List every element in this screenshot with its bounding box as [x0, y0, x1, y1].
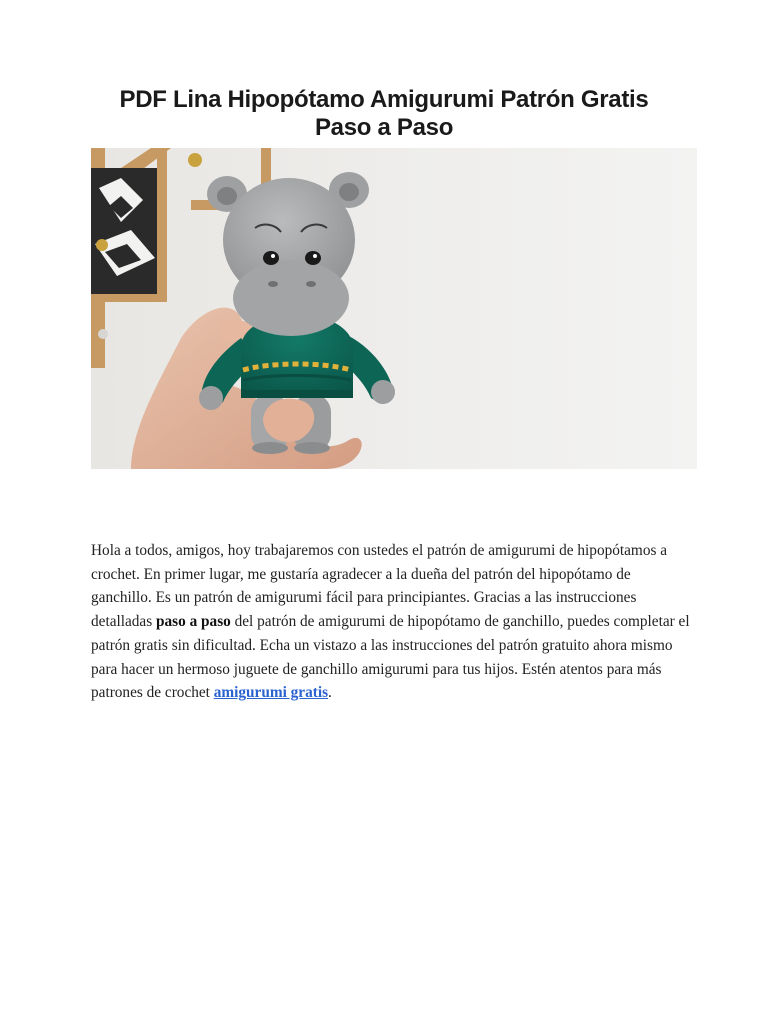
title-line-2: Paso a Paso [314, 114, 454, 141]
intro-paragraph [91, 539, 691, 705]
hippo-photo [91, 148, 697, 469]
intro-bold-phrase: paso a paso [155, 613, 231, 631]
intro-text-part-1: Hola a todos, amigos, hoy trabajaremos con ustedes el patrón de amigurumi de hipopótamos a crochet. En primer lugar, me gustaría agradecer a la dueña del patrón del hipopótamo de ganchillo. Es un patrón de amigurumi fácil para principiantes. Gracias a las instrucciones detalladas [91, 542, 668, 631]
intro-text-end: . [328, 684, 332, 702]
amigurumi-gratis-link[interactable]: amigurumi gratis [213, 684, 329, 702]
intro-text-part-2: del patrón de amigurumi de hipopótamo de ganchillo, puedes completar el patrón gratis sin dificultad. Echa un vistazo a las instrucciones del patrón gratuito ahora mismo para hacer un hermoso juguete de ganchillo amigurumi para tus hijos. Estén atentos para más patrones de crochet [91, 613, 690, 702]
page-title [60, 86, 708, 142]
title-line-1: PDF Lina Hipopótamo Amigurumi Patrón Gratis [119, 86, 649, 113]
